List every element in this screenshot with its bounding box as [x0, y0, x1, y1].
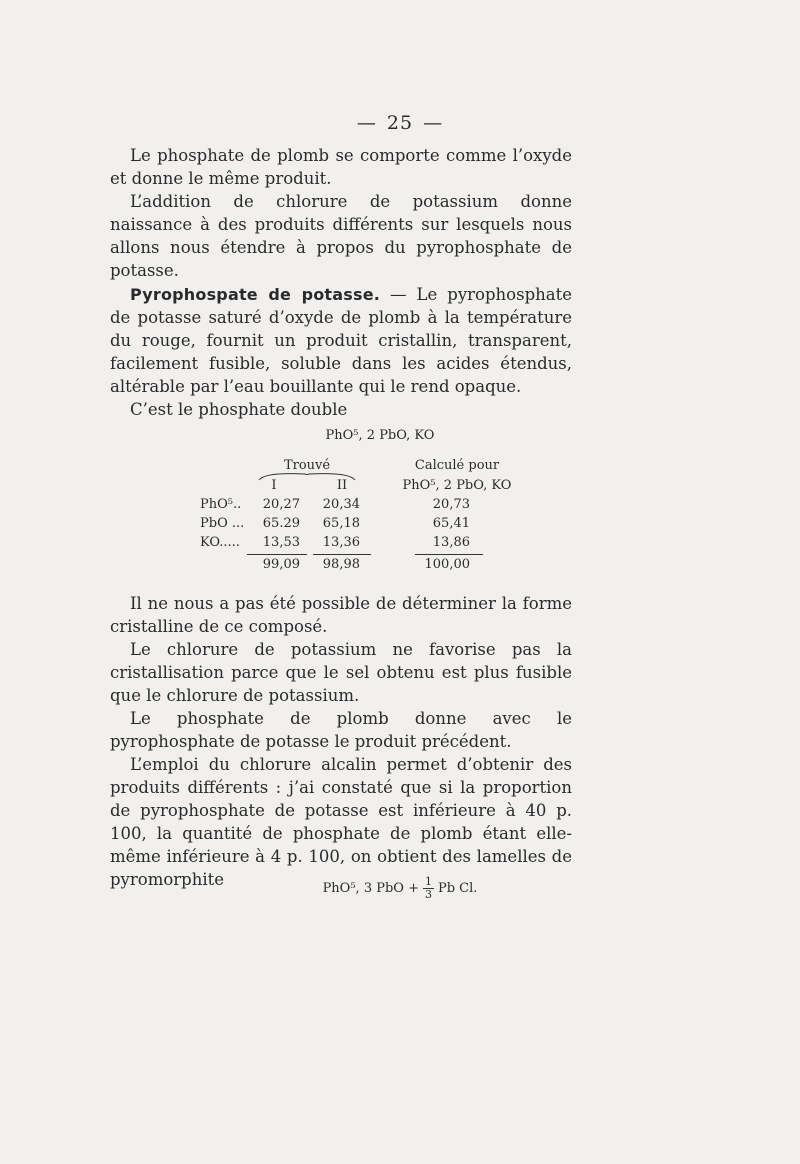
- row-pbo-col-i: 65.29: [262, 516, 300, 531]
- column-ii-header: II: [336, 478, 348, 493]
- paragraph-4: Il ne nous a pas été possible de déterminer la forme cristalline de ce composé.: [110, 594, 572, 636]
- column-i-header: I: [271, 478, 277, 493]
- row-ko-col-i: 13,53: [262, 535, 300, 550]
- paragraph-1: Le phosphate de plomb se comporte comme l’oxyde et donne le même produit.: [110, 146, 572, 188]
- total-col-ii: 98,98: [322, 557, 360, 572]
- page-number-dash-left: —: [356, 112, 377, 134]
- row-label-ko: KO.....: [200, 535, 240, 550]
- row-pbo-calc: 65,41: [432, 516, 470, 531]
- page-number-dash-right: —: [423, 112, 444, 134]
- formula-double-phosphate: PhO⁵, 2 PbO, KO: [325, 428, 435, 443]
- section-paragraph: [110, 283, 572, 398]
- fraction-numerator: 1: [424, 875, 432, 888]
- paragraph-6: Le phosphate de plomb donne avec le pyrophosphate de potasse le produit précédent.: [110, 709, 572, 751]
- analysis-table: [195, 458, 525, 578]
- paragraph-5: Le chlorure de potassium ne favorise pas la cristallisation parce que le sel obtenu est plus fusible que le chlorure de potassium.: [110, 640, 572, 705]
- formula-pyromorphite: [20, 876, 780, 901]
- paragraph-7: L’emploi du chlorure alcalin permet d’obtenir des produits différents : j’ai constaté que si la proportion de pyrophosphate de potasse est inférieure à 40 p. 100, la quantité de phosphate de plomb étant elle-même inférieure à 4 p. 100, on obtient des lamelles de pyromorphite: [110, 755, 572, 889]
- section-block: [110, 283, 572, 421]
- page-number: [0, 112, 800, 134]
- sum-rule-i: [247, 554, 307, 555]
- header-calculated: Calculé pour: [414, 458, 500, 473]
- text-block-top: [110, 144, 572, 282]
- section-heading: Pyrophospate de potasse.: [130, 285, 381, 304]
- text-block-bottom: [110, 592, 572, 891]
- section-text: — Le pyrophosphate de potasse saturé d’oxyde de plomb à la température du rouge, fournit un produit cristallin, transparent, facilement fusible, soluble dans les acides étendus, altérable par l’eau bouillante qui le rend opaque.: [110, 285, 572, 396]
- paragraph-3: C’est le phosphate double: [130, 400, 348, 419]
- header-found: Trouvé: [283, 458, 331, 473]
- formula-left: PhO⁵, 3 PbO +: [322, 881, 419, 896]
- sum-rule-calc: [415, 554, 483, 555]
- row-pho5-calc: 20,73: [432, 497, 470, 512]
- row-label-pho5: PhO⁵..: [200, 497, 242, 512]
- formula-right: Pb Cl.: [437, 881, 478, 896]
- calculated-formula: PhO⁵, 2 PbO, KO: [402, 478, 512, 493]
- paragraph-2: L’addition de chlorure de potassium donne naissance à des produits différents sur lesquels nous allons nous étendre à propos du pyrophosphate de potasse.: [110, 192, 572, 280]
- row-pho5-col-i: 20,27: [262, 497, 300, 512]
- row-label-pbo: PbO ...: [200, 516, 245, 531]
- fraction-denominator: 3: [424, 888, 432, 901]
- row-pho5-col-ii: 20,34: [322, 497, 360, 512]
- fraction-one-third: [423, 876, 434, 901]
- total-calc: 100,00: [424, 557, 470, 572]
- row-pbo-col-ii: 65,18: [322, 516, 360, 531]
- row-ko-col-ii: 13,36: [322, 535, 360, 550]
- sum-rule-ii: [313, 554, 371, 555]
- total-col-i: 99,09: [262, 557, 300, 572]
- row-ko-calc: 13,86: [432, 535, 470, 550]
- page-number-value: 25: [386, 112, 414, 134]
